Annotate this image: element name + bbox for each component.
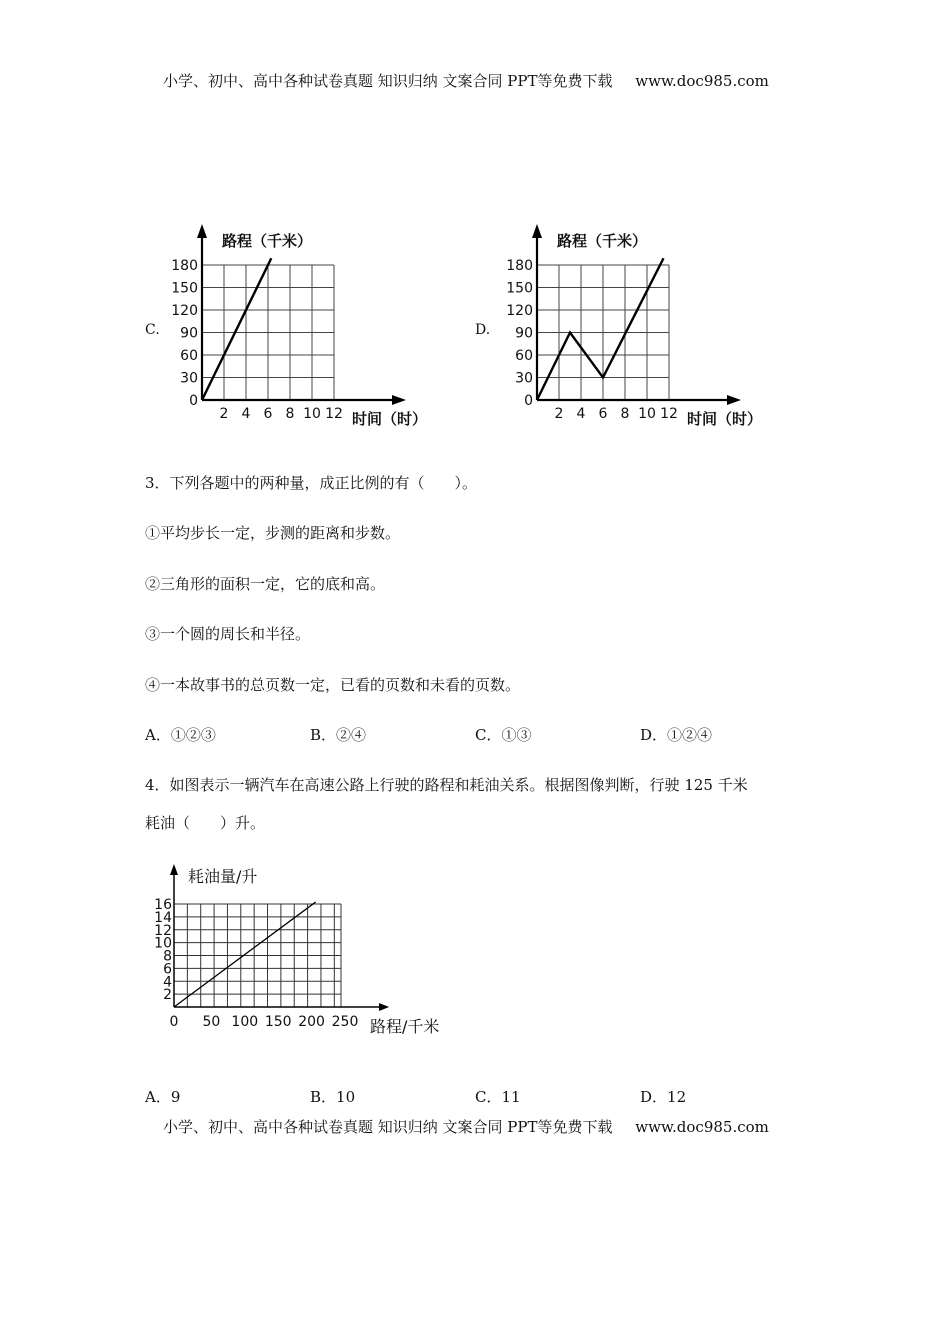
graph-c-ytick-label: 150 <box>171 280 198 297</box>
graph-c-xtick-label: 12 <box>325 406 343 422</box>
graph-d-ytick-label: 0 <box>524 393 533 409</box>
q4-stem-line2: 耗油（ ）升。 <box>145 814 266 832</box>
q4-option-d: D．12 <box>640 1088 687 1106</box>
graph-c-plot <box>171 224 406 422</box>
q3-item-3: ③一个圆的周长和半径。 <box>145 625 311 643</box>
fuel-ytick-label: 6 <box>163 961 172 978</box>
fuel-ytick-label: 2 <box>163 987 172 1004</box>
graph-d <box>505 222 780 437</box>
graph-d-xtick-label: 10 <box>638 406 656 422</box>
graph-d-xtick-label: 12 <box>660 406 678 422</box>
graph-c-xtick-label: 8 <box>285 406 295 422</box>
fuel-chart-xtitle: 路程/千米 <box>370 1017 440 1036</box>
graph-d-data-line <box>537 258 664 400</box>
footer-url: www.doc985.com <box>635 1118 769 1136</box>
q3-item-1: ①平均步长一定，步测的距离和步数。 <box>145 524 401 542</box>
fuel-y-arrow <box>170 864 178 875</box>
graph-c-y-arrow <box>197 224 207 238</box>
graph-d-ytick-label: 150 <box>506 280 533 297</box>
header-text: 小学、初中、高中各种试卷真题 知识归纳 文案合同 PPT等免费下载 <box>163 72 613 90</box>
fuel-ytick-label: 12 <box>154 922 172 939</box>
q3-option-b: B．②④ <box>310 726 367 744</box>
footer-text: 小学、初中、高中各种试卷真题 知识归纳 文案合同 PPT等免费下载 <box>163 1118 613 1136</box>
graph-c-ytick-label: 90 <box>180 325 198 342</box>
fuel-xtick-label: 0 <box>169 1014 179 1030</box>
q3-item-2: ②三角形的面积一定，它的底和高。 <box>145 575 386 593</box>
graph-d-xtitle: 时间（时） <box>687 410 763 428</box>
graph-d-x-arrow <box>727 395 741 405</box>
graph-c-ytick-label: 60 <box>180 348 198 364</box>
graph-d-ytick-label: 120 <box>506 303 533 319</box>
q3-item-4: ④一本故事书的总页数一定，已看的页数和未看的页数。 <box>145 676 521 694</box>
graph-c-label: C. <box>145 322 160 338</box>
graph-d-ytick-label: 60 <box>515 348 533 364</box>
q4-option-b: B．10 <box>310 1088 356 1106</box>
q4-option-c: C．11 <box>475 1088 521 1106</box>
graph-d-ytick-label: 180 <box>506 258 533 274</box>
fuel-ytick-label: 8 <box>163 948 172 965</box>
fuel-chart-plot <box>154 864 389 1030</box>
fuel-chart-ytitle: 耗油量/升 <box>188 867 258 886</box>
fuel-x-arrow <box>379 1003 389 1011</box>
fuel-xtick-label: 200 <box>298 1014 325 1030</box>
q3-option-a: A．①②③ <box>145 726 216 744</box>
graph-d-ytick-label: 90 <box>515 325 533 342</box>
fuel-ytick-label: 16 <box>154 897 172 913</box>
graph-c-ytick-label: 120 <box>171 303 198 319</box>
graph-c-xtitle: 时间（时） <box>352 410 428 428</box>
graph-d-label: D. <box>475 322 491 338</box>
fuel-xtick-label: 100 <box>231 1014 259 1030</box>
header-url: www.doc985.com <box>635 72 769 90</box>
graph-c-xtick-label: 10 <box>303 406 321 422</box>
q4-stem-line1: 4．如图表示一辆汽车在高速公路上行驶的路程和耗油关系。根据图像判断，行驶 125 千米 <box>145 776 748 794</box>
fuel-ytick-label: 4 <box>163 974 172 991</box>
graph-d-xtick-label: 8 <box>620 406 630 422</box>
graph-c-x-arrow <box>392 395 406 405</box>
graph-d-ytitle: 路程（千米） <box>557 232 648 250</box>
fuel-chart <box>150 858 460 1043</box>
graph-d-xtick-label: 4 <box>576 406 586 422</box>
graph-c-xtick-label: 4 <box>241 406 251 422</box>
fuel-xtick-label: 50 <box>202 1014 221 1030</box>
fuel-ytick-label: 10 <box>154 935 172 952</box>
graph-c-xtick-label: 6 <box>263 406 273 422</box>
graph-d-xtick-label: 2 <box>554 406 564 422</box>
graph-d-y-arrow <box>532 224 542 238</box>
page-footer <box>163 1116 769 1137</box>
graph-c-data-line <box>202 258 271 400</box>
fuel-ytick-label: 14 <box>154 909 172 926</box>
graph-c-ytick-label: 180 <box>171 258 198 274</box>
graph-d-xtick-label: 6 <box>598 406 608 422</box>
graph-c-ytick-label: 0 <box>189 393 198 409</box>
graph-c <box>170 222 445 437</box>
q3-stem: 3．下列各题中的两种量，成正比例的有（ ）。 <box>145 474 478 492</box>
graph-c-xtick-label: 2 <box>219 406 229 422</box>
fuel-xtick-label: 250 <box>331 1014 359 1030</box>
graph-c-ytick-label: 30 <box>180 370 198 387</box>
fuel-xtick-label: 150 <box>264 1014 292 1030</box>
page-header <box>163 70 769 91</box>
q3-option-d: D．①②④ <box>640 726 713 744</box>
q3-option-c: C．①③ <box>475 726 532 744</box>
graph-d-plot <box>506 224 741 422</box>
graph-d-ytick-label: 30 <box>515 370 533 387</box>
q4-option-a: A．9 <box>145 1088 181 1106</box>
graph-c-ytitle: 路程（千米） <box>222 232 313 250</box>
